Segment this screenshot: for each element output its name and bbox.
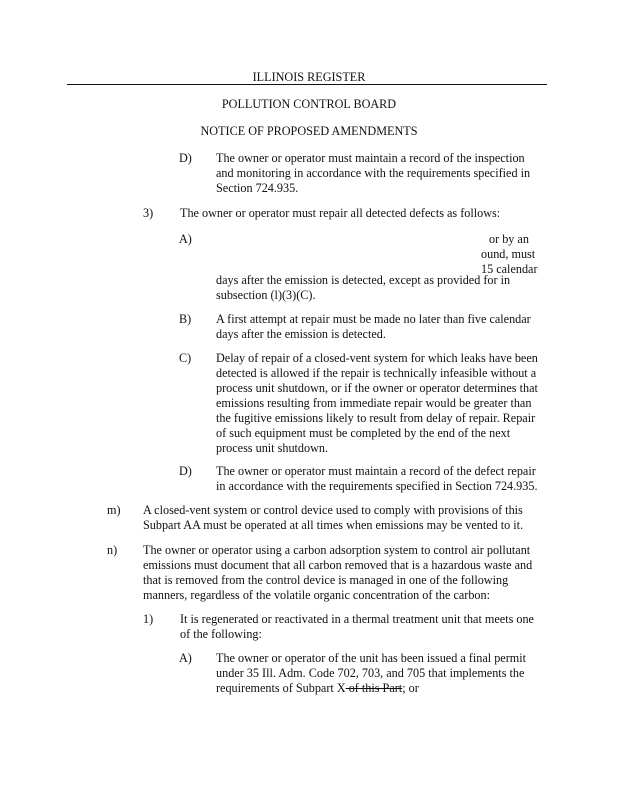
para-d1-line: and monitoring in accordance with the requirements specified in: [216, 166, 531, 180]
notice-title: NOTICE OF PROPOSED AMENDMENTS: [200, 124, 418, 138]
para-m-line: A closed-vent system or control device used to comply with provisions of this: [143, 503, 523, 517]
para-a2-line-3: [216, 681, 419, 696]
para-c-line: Delay of repair of a closed-vent system for which leaks have been: [216, 351, 538, 365]
para-3-label: 3): [143, 206, 154, 220]
para-1-label: 1): [143, 612, 154, 626]
para-a2-label: A): [179, 651, 192, 665]
para-b-label: B): [179, 312, 192, 326]
para-3-text: The owner or operator must repair all detected defects as follows:: [180, 206, 501, 220]
para-n-line: that is removed from the control device is managed in one of the following: [143, 573, 509, 587]
para-a1-line: days after the emission is detected, except as provided for in: [216, 273, 511, 287]
para-c-line: the fugitive emissions likely to result from delay of repair. Repair: [216, 411, 536, 425]
para-d1-line: Section 724.935.: [216, 181, 299, 195]
para-a2-line-3-text: requirements of Subpart X: [216, 681, 346, 695]
para-a1-label: A): [179, 232, 192, 246]
para-c-line: of such equipment must be completed by the end of the next: [216, 426, 511, 440]
para-n-line: manners, regardless of the volatile organic concentration of the carbon:: [143, 588, 490, 602]
para-a2-line-3-end: ; or: [402, 681, 419, 695]
para-m-line: Subpart AA must be operated at all times when emissions may be vented to it.: [143, 518, 524, 532]
para-1-line: It is regenerated or reactivated in a thermal treatment unit that meets one: [180, 612, 534, 626]
para-n-label: n): [107, 543, 118, 557]
para-a2-line: The owner or operator of the unit has been issued a final permit: [216, 651, 527, 665]
board-title: POLLUTION CONTROL BOARD: [221, 97, 397, 111]
para-n-line: emissions must document that all carbon removed that is a hazardous waste and: [143, 558, 533, 572]
para-m-label: m): [107, 503, 121, 517]
para-c-line: process unit shutdown.: [216, 441, 329, 455]
para-c-line: detected is allowed if the repair is technically infeasible without a: [216, 366, 537, 380]
para-b-line: A first attempt at repair must be made no later than five calendar: [216, 312, 531, 326]
para-b-line: days after the emission is detected.: [216, 327, 386, 341]
header-rule: [67, 84, 547, 85]
para-d2-line: in accordance with the requirements specified in Section 724.935.: [216, 479, 538, 493]
para-d2-label: D): [179, 464, 192, 478]
para-c-label: C): [179, 351, 192, 365]
para-d2-line: The owner or operator must maintain a record of the defect repair: [216, 464, 536, 478]
para-a1-fragment: 15 calendar: [481, 262, 538, 276]
para-1-line: of the following:: [180, 627, 262, 641]
para-a1-line: subsection (l)(3)(C).: [216, 288, 316, 302]
para-a1-fragment: ound, must: [481, 247, 536, 261]
para-a2-line: under 35 Ill. Adm. Code 702, 703, and 705 that implements the: [216, 666, 525, 680]
para-d1-label: D): [179, 151, 192, 165]
para-c-line: emissions resulting from immediate repair would be greater than: [216, 396, 532, 410]
para-n-line: The owner or operator using a carbon adsorption system to control air pollutant: [143, 543, 531, 557]
deleted-text: of this Part: [345, 681, 403, 695]
para-d1-line: The owner or operator must maintain a record of the inspection: [216, 151, 525, 165]
para-c-line: process unit shutdown, or if the owner or operator determines that: [216, 381, 538, 395]
register-title: ILLINOIS REGISTER: [252, 70, 366, 84]
para-a1-fragment: or by an: [489, 232, 529, 246]
